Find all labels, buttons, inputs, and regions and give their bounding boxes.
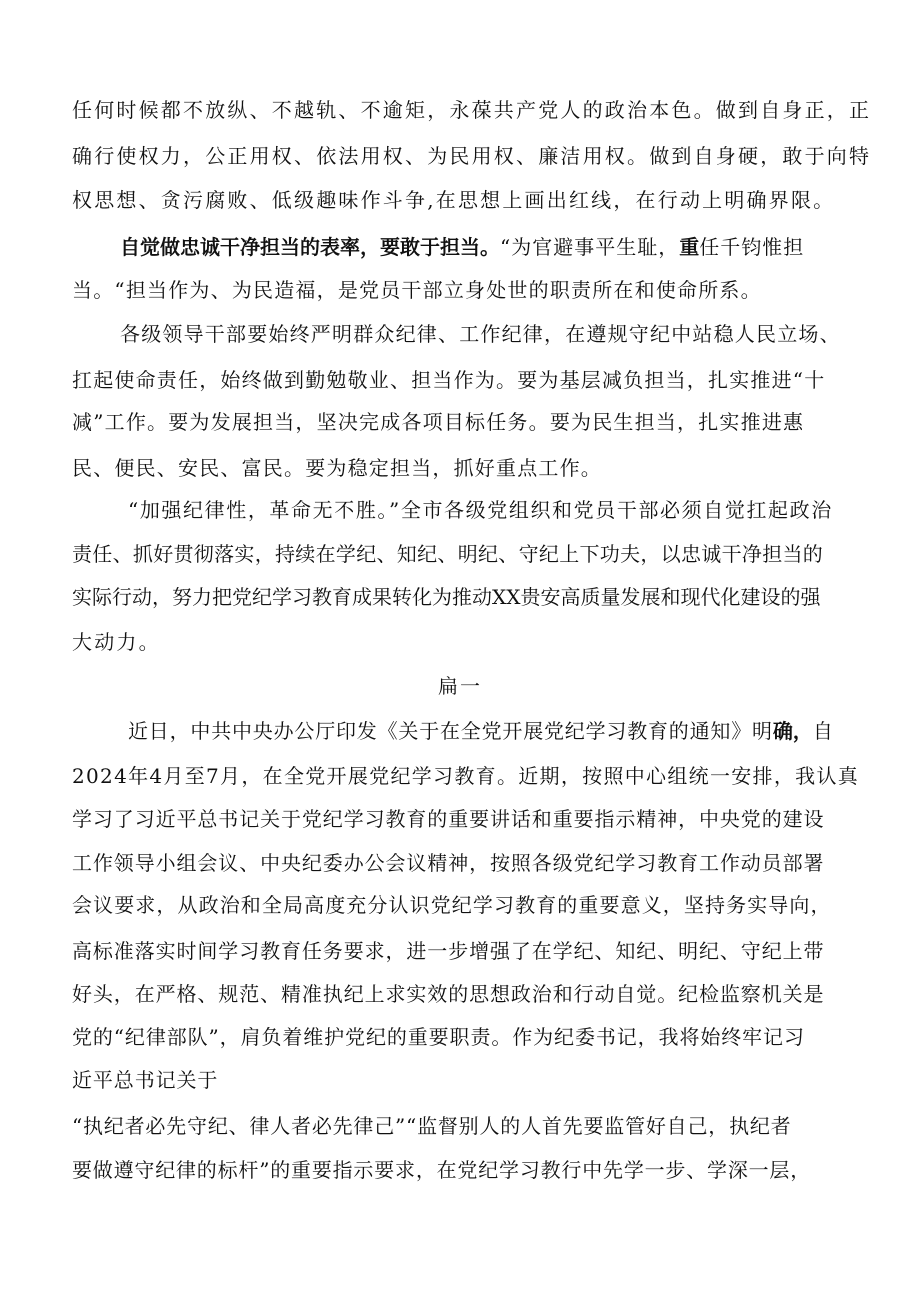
text-line: 大动力。 — [72, 630, 161, 654]
quote-text: 任千钧惟担 — [699, 235, 805, 259]
text-span: 自 — [812, 719, 834, 743]
text-line: 高标准落实时间学习教育任务要求，进一步增强了在学纪、知纪、明纪、守纪上带 — [72, 939, 825, 963]
text-line: 减”工作。要为发展担当，坚决完成各项目标任务。要为民生担当，扎实推进惠 — [72, 410, 805, 434]
text-line: 责任、抓好贯彻落实，持续在学纪、知纪、明纪、守纪上下功夫，以忠诚干净担当的 — [72, 542, 824, 566]
section-heading: 扁一 — [438, 674, 482, 698]
text-line: 2024年4月至7月，在全党开展党纪学习教育。近期，按照中心组统一安排，我认真 — [72, 764, 860, 788]
text-span: 近日，中共中央办公厅印发《关于在全党开展党纪学习教育的通知》明 — [128, 719, 773, 743]
text-line: 民、便民、安民、富民。要为稳定担当，抓好重点工作。 — [72, 456, 602, 480]
text-line: 确行使权力，公正用权、依法用权、为民用权、廉洁用权。做到自身硬，敢于向特 — [72, 144, 872, 168]
text-line — [128, 717, 834, 745]
text-line: 权思想、贪污腐败、低级趣味作斗争,在思想上画出红线，在行动上明确界限。 — [72, 188, 836, 212]
text-line — [120, 233, 804, 261]
quote-text: “为官避事平生耻， — [500, 235, 680, 259]
text-line: 扛起使命责任，始终做到勤勉敬业、担当作为。要为基层减负担当，扎实推进“十 — [72, 368, 826, 392]
text-line: 要做遵守纪律的标杆”的重要指示要求，在党纪学习教行中先学一步、学深一层， — [72, 1158, 812, 1182]
bold-lead: 自觉做忠诚干净担当的表率，要敢于担当。 — [120, 235, 500, 259]
text-line: “执纪者必先守纪、律人者必先律己”“监督别人的人首先要监管好自己，执纪者 — [72, 1114, 792, 1138]
text-line: 党的“纪律部队”，肩负着维护党纪的重要职责。作为纪委书记，我将始终牢记习 — [72, 1025, 805, 1049]
text-line: 实际行动，努力把党纪学习教育成果转化为推动XX贵安高质量发展和现代化建设的强 — [72, 585, 821, 609]
text-line: 工作领导小组会议、中央纪委办公会议精神，按照各级党纪学习教育工作动员部署 — [72, 851, 825, 875]
bold-char: 确， — [772, 719, 813, 743]
text-line: 好头，在严格、规范、精准执纪上求实效的思想政治和行动自觉。纪检监察机关是 — [72, 982, 825, 1006]
text-line: 近平总书记关于 — [72, 1068, 219, 1092]
text-line: “加强纪律性，革命无不胜。”全市各级党组织和党员干部必须自觉扛起政治 — [128, 498, 833, 522]
text-line: 当。“担当作为、为民造福，是党员干部立身处世的职责所在和使命所系。 — [72, 278, 762, 302]
text-line: 任何时候都不放纵、不越轨、不逾矩，永葆共产党人的政治本色。做到自身正，正 — [72, 98, 872, 122]
text-line: 会议要求，从政治和全局高度充分认识党纪学习教育的重要意义，坚持务实导向， — [72, 893, 832, 917]
bold-char: 重 — [679, 235, 700, 259]
text-line: 学习了习近平总书记关于党纪学习教育的重要讲话和重要指示精神，中央党的建设 — [72, 807, 825, 831]
text-line: 各级领导干部要始终严明群众纪律、工作纪律，在遵规守纪中站稳人民立场、 — [120, 322, 841, 346]
